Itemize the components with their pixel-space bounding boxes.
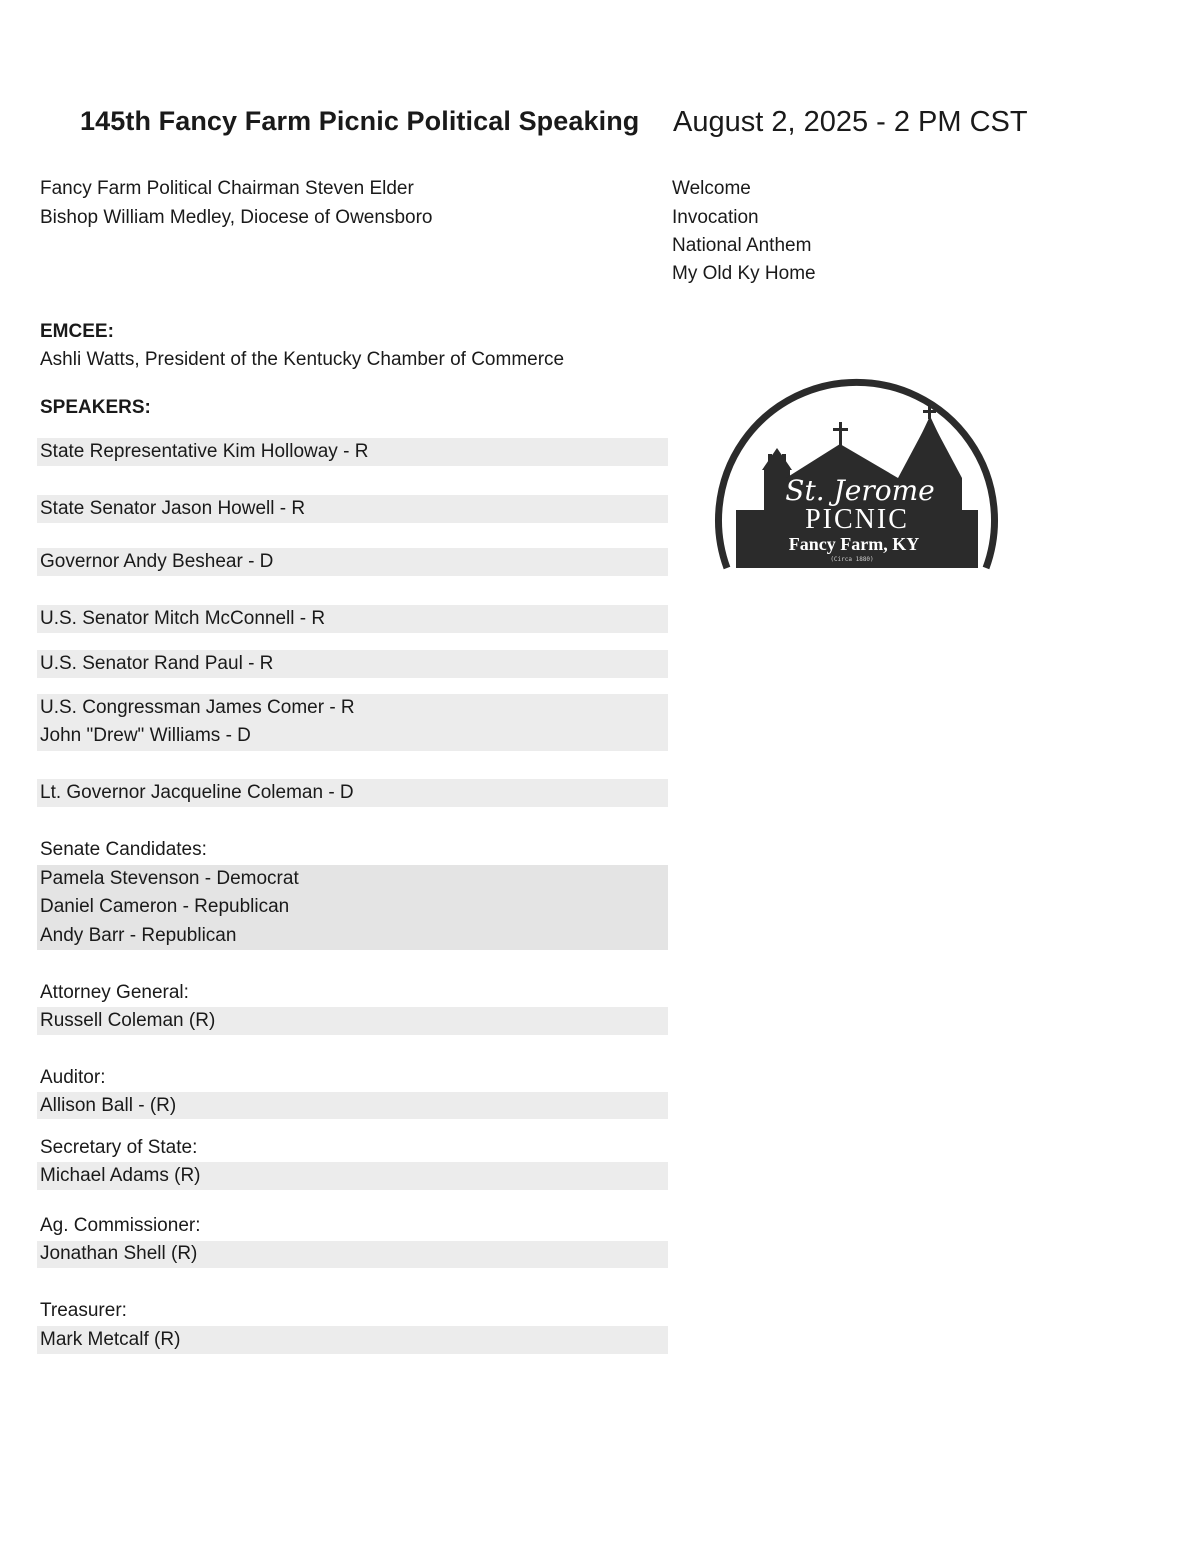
office-holder: Jonathan Shell (R) [40,1243,198,1264]
senate-label: Senate Candidates: [40,839,207,860]
logo-line-3: Fancy Farm, KY [788,534,920,554]
event-date: August 2, 2025 - 2 PM CST [673,106,1028,138]
speaker-name: State Representative Kim Holloway - R [40,441,369,462]
speaker-name: State Senator Jason Howell - R [40,498,306,519]
logo-graphic [700,350,1020,575]
program-item-welcome: Welcome [672,178,751,199]
logo-line-1: St. Jerome [785,474,935,507]
office-holder: Michael Adams (R) [40,1165,201,1186]
st-jerome-picnic-logo [700,350,1020,575]
office-label-attorney-general: Attorney General: [40,982,189,1003]
senate-candidate: Daniel Cameron - Republican [40,896,290,917]
senate-candidate: Pamela Stevenson - Democrat [40,868,299,889]
emcee-label: EMCEE: [40,321,114,342]
speaker-name: U.S. Senator Rand Paul - R [40,653,274,674]
office-holder: Mark Metcalf (R) [40,1329,181,1350]
opening-person-2: Bishop William Medley, Diocese of Owensboro [40,207,433,228]
emcee-name: Ashli Watts, President of the Kentucky Chamber of Commerce [40,349,565,370]
speaker-name: U.S. Senator Mitch McConnell - R [40,608,326,629]
logo-line-4: (Circa 1880) [830,556,874,563]
page-title: 145th Fancy Farm Picnic Political Speaking [80,106,640,136]
speaker-name: Lt. Governor Jacqueline Coleman - D [40,782,354,803]
senate-candidate: Andy Barr - Republican [40,925,237,946]
program-item-anthem: National Anthem [672,235,812,256]
logo-line-2: PICNIC [805,504,909,535]
office-holder: Russell Coleman (R) [40,1010,216,1031]
speaker-name: John "Drew" Williams - D [40,725,251,746]
speakers-label: SPEAKERS: [40,397,151,418]
office-label-ag-commissioner: Ag. Commissioner: [40,1215,201,1236]
office-label-auditor: Auditor: [40,1067,106,1088]
program-item-invocation: Invocation [672,207,759,228]
office-label-treasurer: Treasurer: [40,1300,127,1321]
program-item-ky-home: My Old Ky Home [672,263,816,284]
office-holder: Allison Ball - (R) [40,1095,177,1116]
speaker-name: U.S. Congressman James Comer - R [40,697,355,718]
office-label-secretary-of-state: Secretary of State: [40,1137,198,1158]
speaker-name: Governor Andy Beshear - D [40,551,274,572]
opening-person-1: Fancy Farm Political Chairman Steven Elder [40,178,414,199]
